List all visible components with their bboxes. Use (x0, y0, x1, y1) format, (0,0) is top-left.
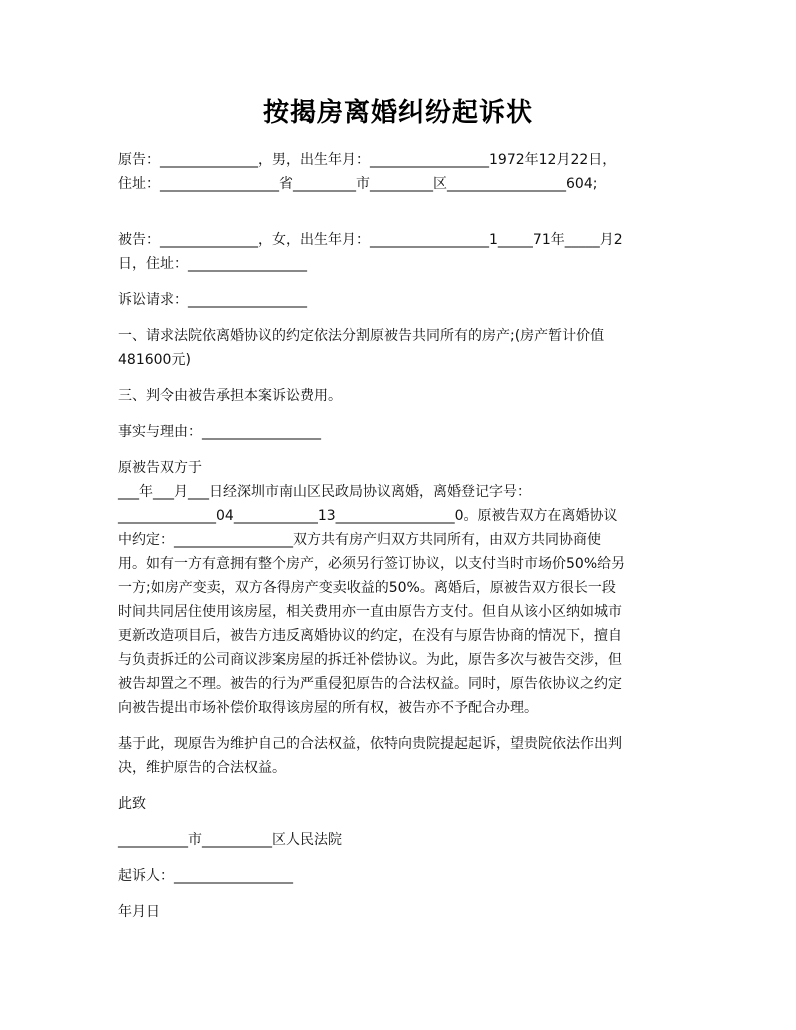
facts-line: 原被告双方于 (118, 460, 202, 476)
facts-line: ___年___月___日经深圳市南山区民政局协议离婚，离婚登记字号： (118, 484, 531, 500)
claims-heading: 诉讼请求：_________________ (118, 292, 307, 308)
court-line: __________市__________区人民法院 (118, 832, 342, 848)
conclusion-line-1: 基于此，现原告为维护自己的合法权益，依特向贵院提起起诉，望贵院依法作出判 (118, 736, 622, 752)
claim-item-1-line-2: 481600元) (118, 352, 191, 368)
facts-line: 中约定：_________________双方共有房产归双方共同所有，由双方共同协商使 (118, 532, 601, 548)
facts-line: 用。如有一方有意拥有整个房产，必须另行签订协议，以支付当时市场价50%给另 (118, 556, 626, 572)
signer-line: 起诉人：_________________ (118, 868, 293, 884)
facts-line: 更新改造项目后，被告方违反离婚协议的约定，在没有与原告协商的情况下，擅自 (118, 628, 622, 644)
defendant-line-2: 日，住址：_________________ (118, 256, 307, 272)
facts-line: 被告却置之不理。被告的行为严重侵犯原告的合法权益。同时，原告依协议之约定 (118, 676, 622, 692)
document-title: 按揭房离婚纠纷起诉状 (262, 98, 533, 128)
facts-line: 与负责拆迁的公司商议涉案房屋的拆迁补偿协议。为此，原告多次与被告交涉，但 (118, 652, 622, 668)
date-line: 年月日 (118, 904, 160, 920)
defendant-line-1: 被告：______________，女，出生年月：_________________1_____71年_____月2 (118, 232, 623, 248)
plaintiff-line-1: 原告：______________，男，出生年月：_________________1972年12月22日， (118, 152, 617, 168)
conclusion-line-2: 决，维护原告的合法权益。 (118, 760, 286, 776)
facts-line: 一方;如房产变卖，双方各得房产变卖收益的50%。离婚后，原被告双方很长一段 (118, 580, 616, 596)
facts-line: ______________04____________13_________________0。原被告双方在离婚协议 (118, 508, 618, 524)
facts-heading: 事实与理由：_________________ (118, 424, 321, 440)
claim-item-1-line-1: 一、请求法院依离婚协议的约定依法分割原被告共同所有的房产;(房产暂计价值 (118, 328, 605, 344)
facts-line: 向被告提出市场补偿价取得该房屋的所有权，被告亦不予配合办理。 (118, 700, 538, 716)
plaintiff-line-2: 住址：_________________省_________市_________区_________________604; (118, 176, 598, 192)
claim-item-3: 三、判令由被告承担本案诉讼费用。 (118, 388, 342, 404)
salutation: 此致 (118, 796, 146, 812)
facts-line: 时间共同居住使用该房屋，相关费用亦一直由原告方支付。但自从该小区纳如城市 (118, 604, 622, 620)
